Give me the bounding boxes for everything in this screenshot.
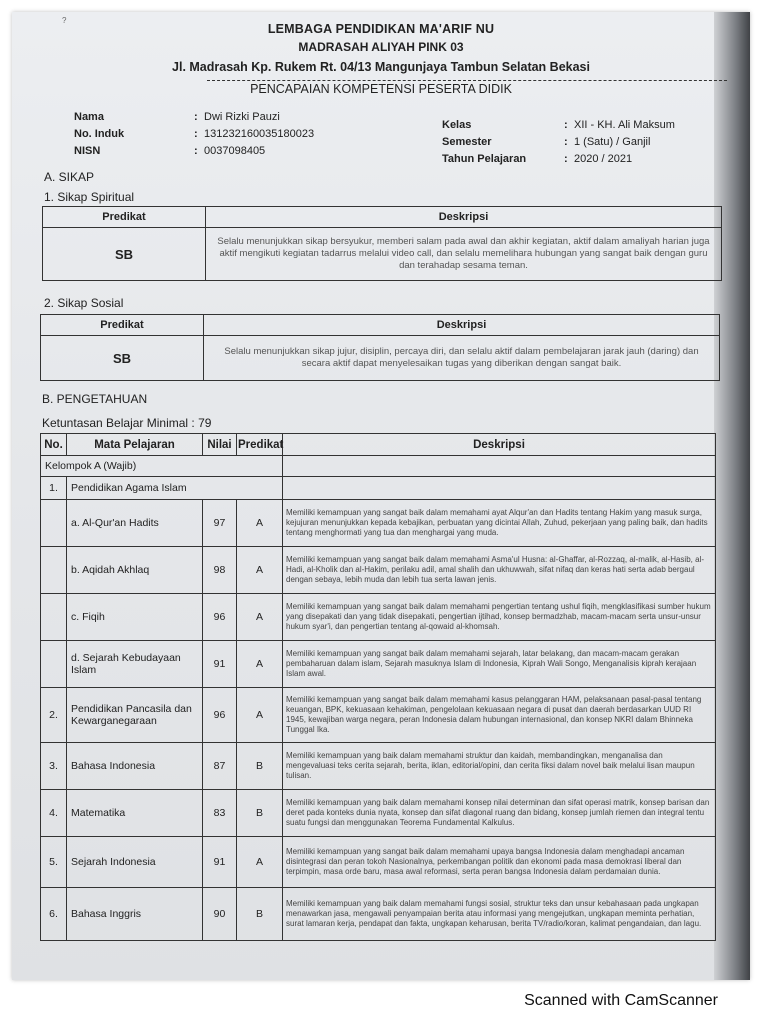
corner-mark: ? — [62, 16, 67, 25]
subject-predikat: A — [237, 500, 283, 547]
subject-predikat: B — [237, 888, 283, 941]
row-no: 5. — [41, 837, 67, 888]
col-no-header: No. — [41, 434, 67, 456]
col-nilai-header: Nilai — [203, 434, 237, 456]
subject-deskripsi: Memiliki kemampuan yang baik dalam memahami konsep nilai determinan dan sifat operasi matrik, konsep barisan dan deret pada konteks dunia nyata, konsep dan sifat diagonal ruang dan bidang, konsep jumlah riemen dan integral tentu suatu fungsi dan menggunakan Teorema Fundamental Kalkulus. — [283, 790, 716, 837]
group-a-label: Kelompok A (Wajib) — [41, 456, 283, 477]
student-info-left: Nama : Dwi Rizki Pauzi No. Induk : 131232160035180023 NISN : 0037098405 — [74, 110, 315, 157]
induk-label: No. Induk — [74, 127, 125, 140]
col-predikat-header: Predikat — [237, 434, 283, 456]
subject-name: d. Sejarah Kebudayaan Islam — [67, 641, 203, 688]
subject-name: Sejarah Indonesia — [67, 837, 203, 888]
subject-name: a. Al-Qur'an Hadits — [67, 500, 203, 547]
subject-nilai: 91 — [203, 641, 237, 688]
subject-deskripsi: Memiliki kemampuan yang sangat baik dalam memahami kasus pelanggaran HAM, pelaksanaan pasal-pasal tentang keuangan, BPK, kekuasaan kehakiman, pengelolaan kekuasaan negara di pusat dan daerah berdasarkan UUD RI 1945, kewajiban warga negara, peran Indonesia dalam hubungan internasional, dan konsep NKRI dalam Bhinneka Tunggal Ika. — [283, 688, 716, 743]
sosial-predikat: SB — [41, 336, 204, 381]
subject-predikat: A — [237, 594, 283, 641]
spiritual-predikat: SB — [43, 228, 206, 281]
semester-value: 1 (Satu) / Ganjil — [574, 135, 651, 148]
scanner-footer — [0, 990, 768, 1024]
subject-nilai: 98 — [203, 547, 237, 594]
kelas-value: XII - KH. Ali Maksum — [574, 118, 675, 131]
subject-deskripsi: Memiliki kemampuan yang sangat baik dalam memahami upaya bangsa Indonesia dalam menghadapi ancaman disintegrasi dan peran tokoh Nasionalnya, perkembangan politik dan ekonomi pada masa demokrasi liberal dan terpimpin, masa orde baru, masa awal reformasi, serta peran bangsa Indonesia dalam perdamaian dunia. — [283, 837, 716, 888]
school-name: MADRASAH ALIYAH PINK 03 — [298, 40, 464, 54]
subject-predikat: B — [237, 790, 283, 837]
subject-name: Bahasa Indonesia — [67, 743, 203, 790]
row-no: 1. — [41, 477, 67, 500]
student-info-right: Kelas : XII - KH. Ali Maksum Semester : 1 (Satu) / Ganjil Tahun Pelajaran : 2020 / 2021 — [442, 118, 675, 165]
pengetahuan-table — [40, 433, 716, 941]
subject-deskripsi: Memiliki kemampuan yang sangat baik dalam memahami sejarah, latar belakang, dan macam-macam gerakan pembaharuan dalam islam, Sejarah masuknya Islam di Indonesia, Kiprah Wali Songo, Menganalisis kiprah kerajaan Islam awal. — [283, 641, 716, 688]
subject-predikat: A — [237, 837, 283, 888]
subject-nilai: 97 — [203, 500, 237, 547]
nisn-label: NISN — [74, 144, 101, 157]
subject-name: Matematika — [67, 790, 203, 837]
school-address: Jl. Madrasah Kp. Rukem Rt. 04/13 Mangunjaya Tambun Selatan Bekasi — [172, 60, 590, 74]
sikap-spiritual-title: 1. Sikap Spiritual — [44, 190, 135, 204]
section-pengetahuan-title: B. PENGETAHUAN — [42, 392, 148, 406]
subject-predikat: A — [237, 547, 283, 594]
col-mapel-header: Mata Pelajaran — [67, 434, 203, 456]
row-no: 4. — [41, 790, 67, 837]
subject-deskripsi: Memiliki kemampuan yang sangat baik dalam memahami Asma'ul Husna: al-Ghaffar, al-Rozzaq, al-malik, al-Hasib, al-Hadi, al-Kholik dan al-Hakim, perilaku adil, amal shalih dan ukhuwwah, sifat nifaq dan keras hati serta adab bergaul dengan sebaya, lebih muda dan lebih tua serta lawan jenis. — [283, 547, 716, 594]
predikat-header: Predikat — [41, 315, 204, 336]
deskripsi-header: Deskripsi — [204, 315, 720, 336]
subject-predikat: A — [237, 688, 283, 743]
header-divider — [207, 80, 727, 81]
subject-deskripsi: Memiliki kemampuan yang sangat baik dalam memahami pengertian tentang ushul fiqih, mengklasifikasi sumber hukum yang disepakati dan yang tidak disepakati, pengertian ijtihad, konsep bermadzhab, macam-macam serta unsur-unsur hukum syar'i, dan pengertian tentang al-qowaid al-khomsah. — [283, 594, 716, 641]
nama-label: Nama — [74, 110, 104, 123]
sikap-sosial-title: 2. Sikap Sosial — [44, 296, 124, 310]
spiritual-deskripsi: Selalu menunjukkan sikap bersyukur, memberi salam pada awal dan akhir kegiatan, aktif dalam amaliyah harian juga aktif mengikuti kegiatan tadarrus melalui video call, dan selalu memelihara hubungan yang sangat baik dengan guru dan terahadap sesama teman. — [206, 228, 722, 281]
deskripsi-header: Deskripsi — [206, 207, 722, 228]
subject-name: b. Aqidah Akhlaq — [67, 547, 203, 594]
subject-nilai: 96 — [203, 594, 237, 641]
subject-deskripsi: Memiliki kemampuan yang baik dalam memahami fungsi sosial, struktur teks dan unsur kebahasaan pada ungkapan menawarkan jasa, mengawali penyampaian berita atau informasi yang mengejutkan, ungkapan meminta perhatian, surat lamaran kerja, pendapat dan fakta, ungkapan keharusan, berita TV/radio/koran, kalimat pengandaian, dan lagu. — [283, 888, 716, 941]
subject-name: c. Fiqih — [67, 594, 203, 641]
document-title: PENCAPAIAN KOMPETENSI PESERTA DIDIK — [250, 82, 512, 96]
subject-predikat: A — [237, 641, 283, 688]
subject-name: Bahasa Inggris — [67, 888, 203, 941]
institution-name: LEMBAGA PENDIDIKAN MA'ARIF NU — [267, 22, 495, 36]
subject-nilai: 90 — [203, 888, 237, 941]
page-shadow-edge — [714, 12, 750, 980]
predikat-header: Predikat — [43, 207, 206, 228]
induk-value: 131232160035180023 — [204, 127, 315, 140]
row-no: 6. — [41, 888, 67, 941]
pai-label: Pendidikan Agama Islam — [67, 477, 283, 500]
kbm-label: Ketuntasan Belajar Minimal : 79 — [42, 416, 212, 430]
scanner-watermark: Scanned with CamScanner — [524, 992, 718, 1009]
subject-name: Pendidikan Pancasila dan Kewarganegaraan — [67, 688, 203, 743]
sikap-sosial-table — [40, 314, 720, 381]
subject-nilai: 96 — [203, 688, 237, 743]
scanned-page — [12, 12, 750, 980]
section-sikap-title: A. SIKAP — [44, 170, 95, 184]
nama-value: Dwi Rizki Pauzi — [204, 110, 280, 123]
row-no: 3. — [41, 743, 67, 790]
semester-label: Semester — [442, 135, 492, 148]
nisn-value: 0037098405 — [204, 144, 266, 157]
subject-predikat: B — [237, 743, 283, 790]
tahun-label: Tahun Pelajaran — [442, 152, 527, 165]
col-deskripsi-header: Deskripsi — [283, 434, 716, 456]
subject-nilai: 91 — [203, 837, 237, 888]
subject-deskripsi: Memiliki kemampuan yang sangat baik dalam memahami ayat Alqur'an dan Hadits tentang Hakim yang masuk surga, kejujuran menunjukkan kepada kebajikan, perbuatan yang dicintai Allah, Zuhud, pekerjaan yang paling baik, dan hadits tentang menghormati yang tua dan menghargai yang muda. — [283, 500, 716, 547]
subject-deskripsi: Memiliki kemampuan yang baik dalam memahami struktur dan kaidah, membandingkan, menganalisa dan mengevaluasi teks cerita sejarah, berita, iklan, editorial/opini, dan cerita fiksi dalam novel baik melalui lisan maupun tulisan. — [283, 743, 716, 790]
kelas-label: Kelas — [442, 118, 472, 131]
tahun-value: 2020 / 2021 — [574, 152, 633, 165]
sikap-spiritual-table — [42, 206, 722, 281]
subject-nilai: 83 — [203, 790, 237, 837]
sosial-deskripsi: Selalu menunjukkan sikap jujur, disiplin, percaya diri, dan selalu aktif dalam pembelajaran jarak jauh (daring) dan secara aktif dapat menyelesaikan tugas yang diberikan dengan sangat baik. — [204, 336, 720, 381]
subject-nilai: 87 — [203, 743, 237, 790]
row-no: 2. — [41, 688, 67, 743]
